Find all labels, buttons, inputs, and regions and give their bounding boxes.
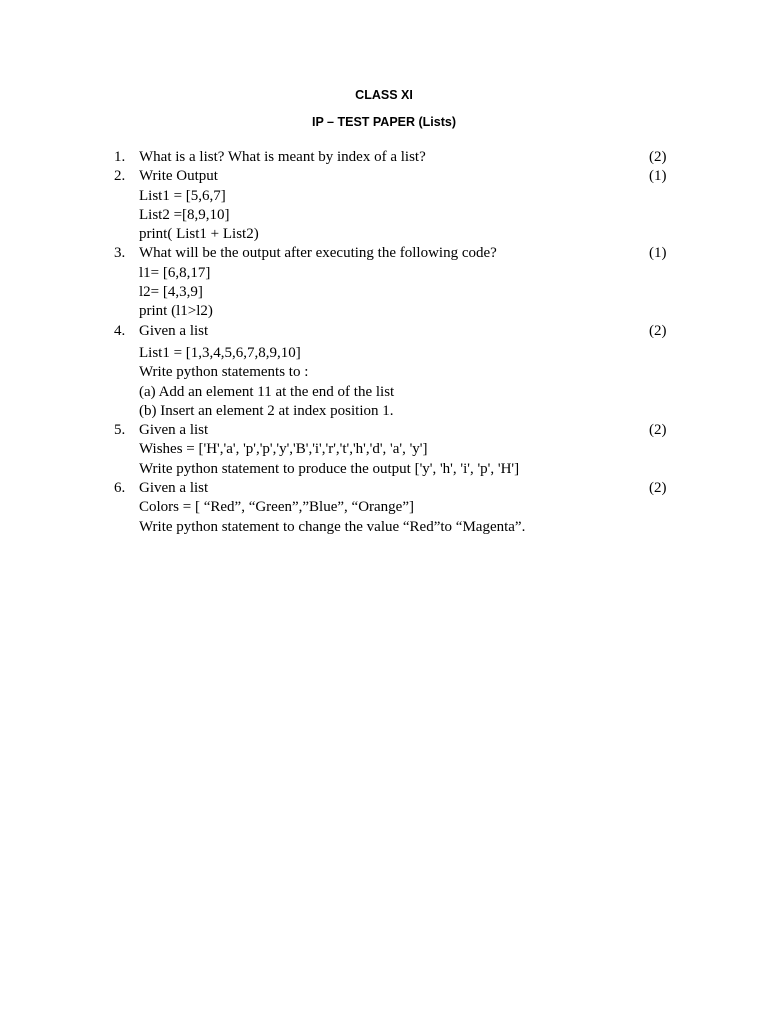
question-text: l2= [4,3,9] (139, 284, 203, 301)
question-line (0, 148, 768, 167)
question-text: Given a list (139, 322, 209, 339)
question-number: 1. (114, 149, 126, 165)
question-text: print( List1 + List2) (139, 226, 259, 243)
question-marks: (1) (649, 245, 667, 262)
question-number: 3. (114, 245, 126, 262)
question-line (0, 264, 768, 283)
question-line (0, 244, 768, 263)
question-number: 2. (114, 168, 126, 185)
question-text: What is a list? What is meant by index of a list? (139, 149, 426, 165)
question-text: Wishes = ['H','a', 'p','p','y','B','i','r','t','h','d', 'a', 'y'] (139, 441, 428, 458)
question-number: 4. (114, 322, 126, 339)
class-heading: CLASS XI (355, 88, 413, 102)
question-number: 5. (114, 422, 126, 439)
question-line (0, 167, 768, 186)
question-line (0, 344, 768, 363)
question-text: Write python statement to produce the output ['y', 'h', 'i', 'p', 'H'] (139, 460, 520, 477)
question-marks: (1) (649, 168, 667, 185)
question-line (0, 206, 768, 225)
question-list (0, 148, 768, 537)
question-line (0, 479, 768, 498)
question-line (0, 421, 768, 440)
question-line (0, 498, 768, 517)
question-line (0, 460, 768, 479)
question-number: 6. (114, 480, 126, 497)
question-text: Write python statements to : (139, 364, 309, 381)
question-text: List1 = [5,6,7] (139, 187, 226, 204)
question-text: Write Output (139, 168, 218, 185)
paper-title: IP – TEST PAPER (Lists) (311, 115, 456, 129)
question-text: Write python statement to change the value “Red”to “Magenta”. (139, 518, 526, 535)
question-line (0, 302, 768, 321)
question-line (0, 518, 768, 537)
question-text: l1= [6,8,17] (139, 264, 211, 281)
question-line (0, 322, 768, 341)
question-marks: (2) (649, 480, 667, 497)
question-line (0, 440, 768, 459)
question-text: Colors = [ “Red”, “Green”,”Blue”, “Orange”] (139, 499, 414, 516)
question-text: List2 =[8,9,10] (139, 206, 230, 223)
question-text: List1 = [1,3,4,5,6,7,8,9,10] (139, 344, 301, 361)
question-marks: (2) (649, 149, 667, 165)
question-text: What will be the output after executing the following code? (139, 245, 497, 262)
question-text: print (l1>l2) (139, 303, 213, 320)
question-line (0, 383, 768, 402)
question-line (0, 402, 768, 421)
question-text: Given a list (139, 480, 209, 497)
question-marks: (2) (649, 322, 667, 339)
question-line (0, 187, 768, 206)
question-line (0, 283, 768, 302)
question-line (0, 225, 768, 244)
question-marks: (2) (649, 422, 667, 439)
question-text: (b) Insert an element 2 at index position 1. (139, 402, 394, 419)
question-line (0, 363, 768, 382)
question-text: Given a list (139, 422, 209, 439)
question-text: (a) Add an element 11 at the end of the list (139, 383, 395, 400)
